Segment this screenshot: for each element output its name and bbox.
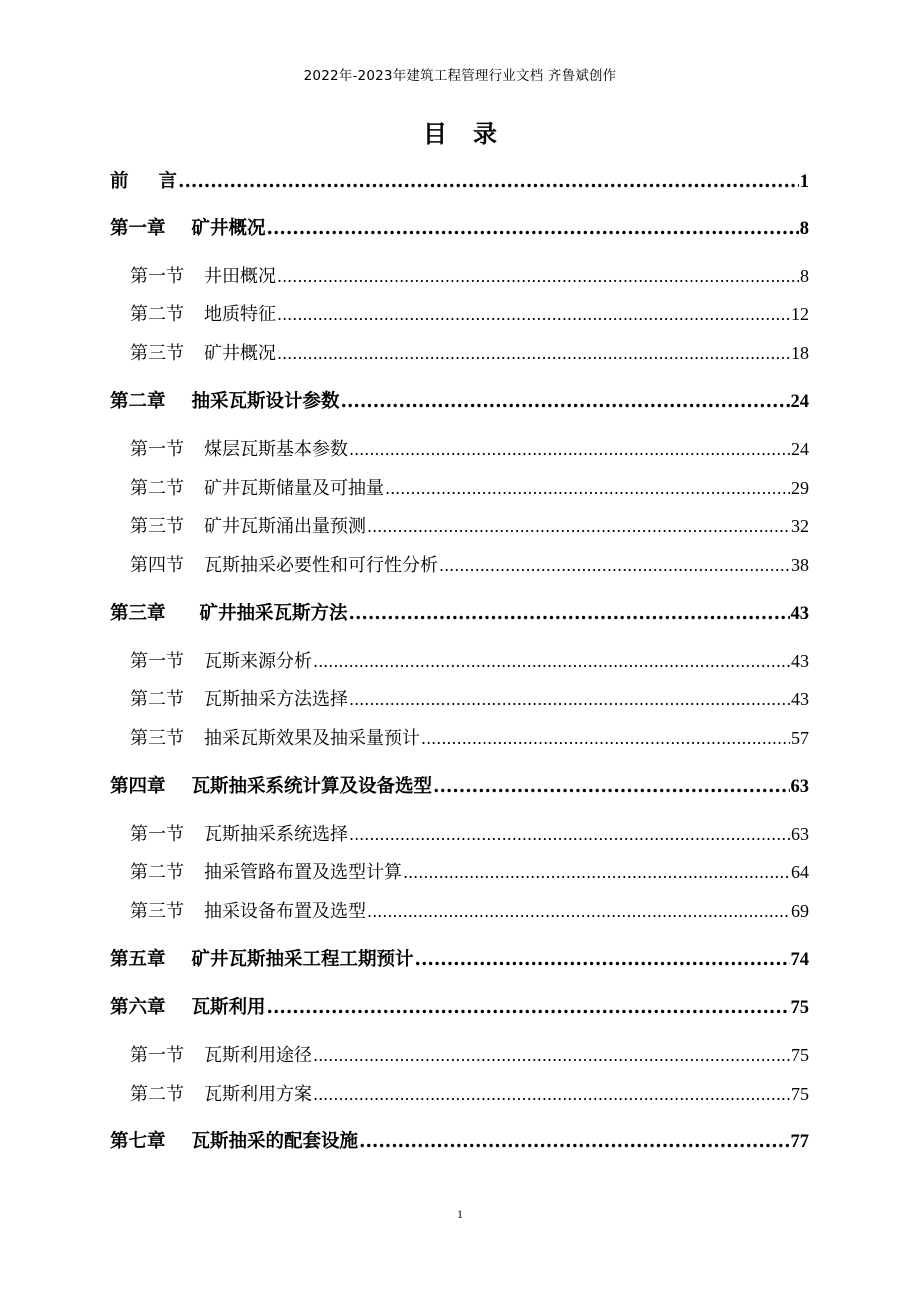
toc-entry-page: 63 (791, 824, 809, 844)
toc-entry-page: 43 (791, 651, 809, 671)
toc-entry-chapter-7[interactable] (110, 1127, 809, 1153)
toc-entry-number: 第一节 (130, 1045, 184, 1066)
toc-entry-page: 38 (791, 555, 809, 575)
toc-entry-title: 地质特征 (204, 304, 276, 325)
toc-leader-dots (421, 728, 790, 749)
toc-entry-chapter-6[interactable] (110, 993, 809, 1019)
toc-entry-number: 第四章 (110, 776, 166, 797)
toc-entry-title: 煤层瓦斯基本参数 (204, 439, 348, 460)
toc-leader-dots (367, 516, 790, 537)
toc-entry-number: 第一章 (110, 218, 166, 239)
toc-entry-title: 瓦斯利用 (191, 997, 266, 1018)
toc-entry-section-3-2[interactable] (130, 685, 809, 711)
toc-entry-chapter-2[interactable] (110, 387, 809, 413)
toc-leader-dots (349, 689, 790, 710)
toc-leader-dots (349, 603, 790, 624)
toc-entry-section-3-3[interactable] (130, 724, 809, 750)
toc-entry-number: 第七章 (110, 1131, 166, 1152)
toc-leader-dots (403, 862, 790, 883)
toc-entry-title: 抽采瓦斯效果及抽采量预计 (204, 728, 420, 749)
toc-entry-page: 75 (790, 998, 809, 1018)
toc-entry-number: 第三节 (130, 901, 184, 922)
toc-entry-page: 8 (800, 266, 809, 286)
toc-entry-title: 瓦斯利用方案 (204, 1084, 312, 1105)
toc-entry-number: 第五章 (110, 949, 166, 970)
toc-leader-dots (313, 1084, 790, 1105)
toc-entry-number: 第二节 (130, 862, 184, 883)
toc-entry-page: 74 (790, 950, 809, 970)
toc-entry-number: 第二节 (130, 478, 184, 499)
toc-leader-dots (415, 949, 790, 970)
toc-entry-section-6-2[interactable] (130, 1080, 809, 1106)
toc-entry-section-1-3[interactable] (130, 339, 809, 365)
toc-entry-page: 63 (790, 777, 809, 797)
toc-entry-title: 瓦斯抽采必要性和可行性分析 (204, 555, 438, 576)
toc-entry-section-1-1[interactable] (130, 262, 809, 288)
toc-leader-dots (385, 478, 790, 499)
toc-entry-number: 第六章 (110, 997, 166, 1018)
toc-entry-title: 矿井瓦斯储量及可抽量 (204, 478, 384, 499)
toc-leader-dots (349, 824, 790, 845)
toc-entry-title: 矿井抽采瓦斯方法 (199, 603, 348, 624)
toc-entry-section-4-1[interactable] (130, 820, 809, 846)
toc-entry-page: 43 (791, 689, 809, 709)
toc-entry-section-2-1[interactable] (130, 435, 809, 461)
toc-leader-dots (313, 651, 790, 672)
toc-entry-page: 69 (791, 901, 809, 921)
toc-entry-title: 言 (158, 171, 178, 192)
toc-entry-page: 1 (799, 172, 809, 192)
toc-entry-number: 第三节 (130, 516, 184, 537)
toc-entry-number: 第一节 (130, 824, 184, 845)
toc-entry-page: 32 (791, 516, 809, 536)
toc-leader-dots (433, 776, 789, 797)
toc-leader-dots (341, 391, 790, 412)
toc-entry-number: 第一节 (130, 266, 184, 287)
toc-entry-section-2-4[interactable] (130, 551, 809, 577)
toc-entry-number: 第二节 (130, 1084, 184, 1105)
toc-entry-chapter-3[interactable] (110, 599, 809, 625)
title-char-1: 目 (423, 119, 447, 148)
toc-entry-page: 57 (791, 728, 809, 748)
toc-entry-section-2-3[interactable] (130, 512, 809, 538)
toc-entry-number: 第四节 (130, 555, 184, 576)
toc-entry-section-2-2[interactable] (130, 474, 809, 500)
toc-leader-dots (313, 1045, 790, 1066)
page-header: 2022年-2023年建筑工程管理行业文档 齐鲁斌创作 (303, 68, 617, 84)
toc-entry-section-4-3[interactable] (130, 897, 809, 923)
toc-entry-page: 8 (799, 219, 809, 239)
toc-entry-number: 前 (110, 171, 129, 192)
page-number: 1 (457, 1207, 463, 1221)
toc-leader-dots (267, 218, 799, 239)
toc-leader-dots (439, 555, 790, 576)
toc-leader-dots (277, 343, 790, 364)
toc-entry-section-6-1[interactable] (130, 1041, 809, 1067)
toc-entry-section-3-1[interactable] (130, 647, 809, 673)
toc-entry-page: 18 (791, 343, 809, 363)
toc-entry-section-1-2[interactable] (130, 300, 809, 326)
toc-entry-chapter-4[interactable] (110, 772, 809, 798)
toc-entry-title: 瓦斯抽采系统计算及设备选型 (191, 776, 433, 797)
toc-entry-preface[interactable] (110, 167, 809, 193)
toc-entry-number: 第一节 (130, 439, 184, 460)
toc-entry-number: 第三节 (130, 343, 184, 364)
toc-leader-dots (178, 171, 799, 192)
toc-entry-chapter-1[interactable] (110, 214, 809, 240)
title-char-2: 录 (473, 119, 497, 148)
toc-leader-dots (349, 439, 790, 460)
toc-entry-title: 瓦斯抽采方法选择 (204, 689, 348, 710)
toc-entry-number: 第二章 (110, 391, 166, 412)
toc-entry-page: 77 (790, 1132, 809, 1152)
toc-leader-dots (277, 266, 799, 287)
toc-entry-page: 24 (790, 392, 809, 412)
toc-entry-title: 矿井瓦斯涌出量预测 (204, 516, 366, 537)
toc-entry-number: 第三节 (130, 728, 184, 749)
toc-entry-title: 瓦斯抽采系统选择 (204, 824, 348, 845)
toc-entry-number: 第三章 (110, 603, 166, 624)
toc-entry-number: 第一节 (130, 651, 184, 672)
toc-entry-title: 瓦斯利用途径 (204, 1045, 312, 1066)
toc-entry-title: 矿井概况 (204, 343, 276, 364)
toc-entry-number: 第二节 (130, 304, 184, 325)
toc-leader-dots (267, 997, 790, 1018)
toc-entry-page: 12 (791, 304, 809, 324)
toc-entry-title: 井田概况 (204, 266, 276, 287)
toc-entry-page: 29 (791, 478, 809, 498)
toc-entry-title: 抽采管路布置及选型计算 (204, 862, 402, 883)
toc-entry-title: 矿井概况 (191, 218, 266, 239)
toc-entry-page: 75 (791, 1084, 809, 1104)
toc-leader-dots (277, 304, 790, 325)
toc-entry-page: 24 (791, 439, 809, 459)
toc-entry-section-4-2[interactable] (130, 858, 809, 884)
toc-leader-dots (367, 901, 790, 922)
toc-entry-page: 43 (790, 604, 809, 624)
toc-leader-dots (359, 1131, 789, 1152)
toc-entry-page: 64 (791, 862, 809, 882)
toc-entry-title: 瓦斯来源分析 (204, 651, 312, 672)
toc-entry-title: 抽采设备布置及选型 (204, 901, 366, 922)
toc-entry-number: 第二节 (130, 689, 184, 710)
toc-entry-chapter-5[interactable] (110, 945, 809, 971)
toc-entry-page: 75 (791, 1045, 809, 1065)
toc-entry-title: 矿井瓦斯抽采工程工期预计 (191, 949, 414, 970)
toc-entry-title: 瓦斯抽采的配套设施 (191, 1131, 359, 1152)
toc-entry-title: 抽采瓦斯设计参数 (191, 391, 340, 412)
